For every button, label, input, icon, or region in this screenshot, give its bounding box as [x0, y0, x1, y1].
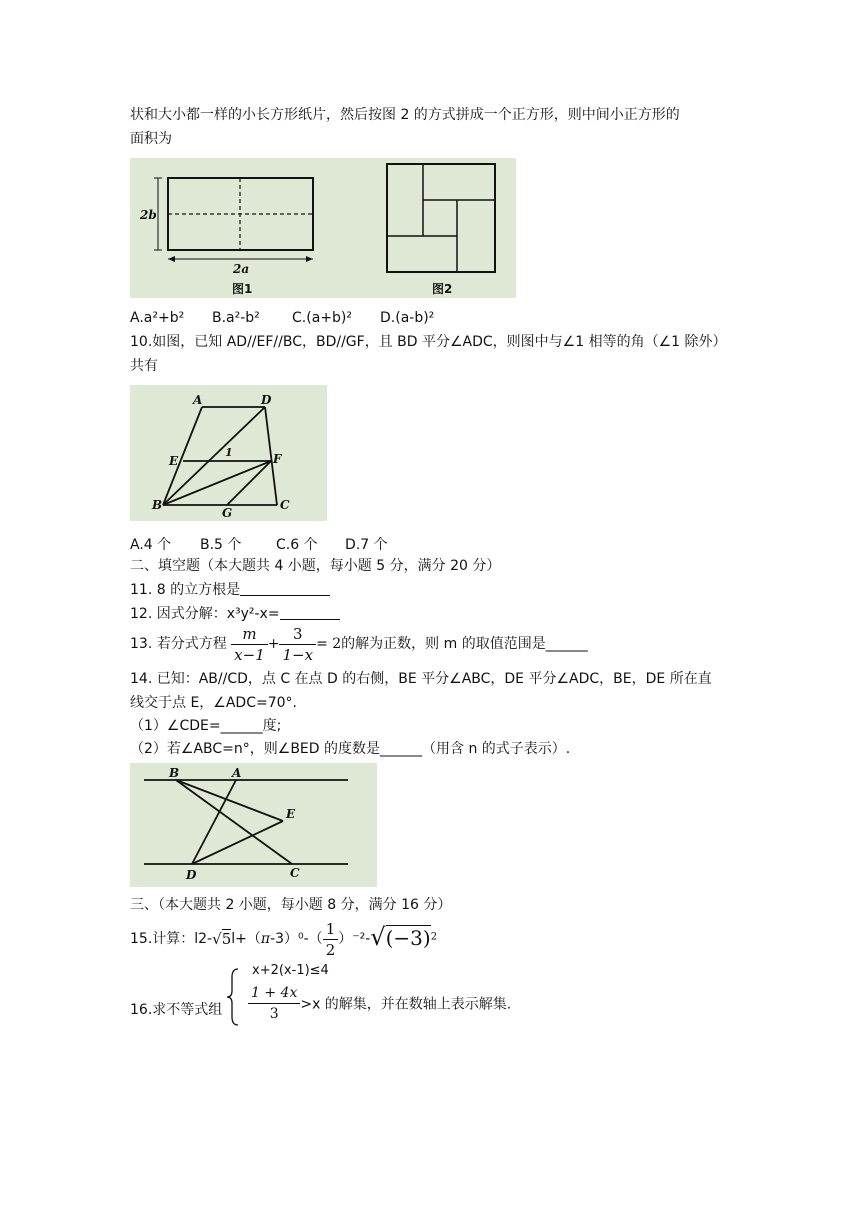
- ineq2-denominator: 3: [269, 1006, 279, 1022]
- ineq2-numerator: 1 + 4x: [248, 983, 300, 1004]
- q15-mid3: ）⁻²-: [338, 931, 371, 947]
- q10-option-d: D.7 个: [345, 537, 388, 553]
- dim-width-label: 2a: [233, 262, 250, 276]
- q13-fraction-2: [279, 624, 316, 665]
- sqrt-radicand: (−3): [385, 926, 431, 950]
- q9-option-d: D.(a-b)²: [380, 310, 435, 326]
- q9-options: [130, 308, 434, 328]
- q11-text: 11. 8 的立方根是: [130, 582, 241, 598]
- frac2-denominator: 1−x: [282, 645, 314, 664]
- q15-pi: π: [260, 931, 271, 947]
- frac2-numerator: 3: [279, 624, 316, 645]
- sqrt5: √5: [212, 930, 232, 948]
- q9-figure: [130, 158, 516, 298]
- label-angle-1: 1: [225, 446, 233, 459]
- q12-answer-blank[interactable]: [280, 605, 340, 620]
- q14-figure: [130, 763, 377, 887]
- q15: [130, 916, 437, 962]
- q11: [130, 580, 330, 600]
- q10-option-c: C.6 个: [276, 537, 318, 553]
- label-b: B: [169, 766, 180, 780]
- frac1-numerator: m: [231, 624, 268, 645]
- q11-answer-blank[interactable]: [240, 581, 330, 596]
- section2-heading: 二、填空题（本大题共 4 小题，每小题 5 分，满分 20 分）: [130, 558, 501, 574]
- q12-text: 12. 因式分解：x³y²-x=: [130, 606, 280, 622]
- q13-suffix: 的解为正数，则 m 的取值范围是______: [341, 636, 588, 652]
- q9-option-a: A.a²+b²: [130, 310, 185, 326]
- q16-tail: >x 的解集，并在数轴上表示解集.: [300, 996, 512, 1013]
- q15-half: [323, 919, 339, 960]
- q12: [130, 604, 340, 624]
- q16-inequality-1: x+2(x-1)≤4: [252, 963, 329, 978]
- q14-part1: （1）∠CDE=______度;: [130, 718, 282, 734]
- half-denominator: 2: [325, 940, 336, 959]
- q13-fraction-1: [231, 624, 268, 665]
- fig2-caption: 图2: [432, 282, 453, 296]
- label-c: C: [280, 498, 290, 512]
- label-b: B: [152, 498, 163, 512]
- sqrt-exponent: 2: [430, 931, 438, 943]
- half-numerator: 1: [323, 919, 339, 940]
- sqrt-neg3-squared: $√(-3)^2$: [370, 923, 438, 951]
- label-e: E: [169, 454, 179, 468]
- q10-option-b: B.5 个: [200, 537, 242, 553]
- label-a: A: [232, 766, 242, 780]
- q16-prefix: 16.求不等式组: [130, 1002, 223, 1018]
- q9-option-b: B.a²-b²: [212, 310, 260, 326]
- label-f: F: [273, 452, 282, 466]
- left-brace-icon: [226, 967, 240, 1027]
- q15-mid1: l+（: [231, 931, 261, 947]
- q10-stem-line1: 10.如图，已知 AD//EF//BC，BD//GF，且 BD 平分∠ADC，则图中与∠1 相等的角（∠1 除外）: [130, 334, 727, 350]
- q16-inequality-2: [248, 983, 511, 1024]
- section3-heading: 三、（本大题共 2 小题，每小题 8 分，满分 16 分）: [130, 897, 452, 913]
- q9-option-c: C.(a+b)²: [292, 310, 352, 326]
- q10-stem-line2: 共有: [130, 358, 158, 374]
- fig1-caption: 图1: [232, 282, 253, 296]
- q14-part2: （2）若∠ABC=n°，则∠BED 的度数是______（用含 n 的式子表示）.: [130, 741, 571, 757]
- q14-line1: 14. 已知：AB//CD，点 C 在点 D 的右侧，BE 平分∠ABC，DE 平分∠ADC，BE，DE 所在直: [130, 671, 712, 687]
- q15-mid2: -3）⁰-（: [270, 931, 323, 947]
- label-e: E: [286, 807, 296, 821]
- label-g: G: [222, 506, 233, 520]
- q10-options: [130, 535, 388, 555]
- q14-line2: 线交于点 E，∠ADC=70°.: [130, 695, 297, 711]
- q9-stem-line1: 状和大小都一样的小长方形纸片，然后按图 2 的方式拼成一个正方形，则中间小正方形的: [130, 107, 680, 123]
- label-d: D: [186, 868, 197, 882]
- q13-equals: = 2: [316, 636, 342, 652]
- q16-fraction: [248, 983, 300, 1024]
- dim-height-label: 2b: [140, 208, 157, 222]
- q16: [130, 963, 630, 1031]
- frac1-denominator: x−1: [234, 645, 265, 664]
- label-d: D: [261, 393, 272, 407]
- q13-prefix: 13. 若分式方程: [130, 636, 227, 652]
- label-a: A: [193, 393, 203, 407]
- q13: [130, 623, 588, 665]
- q13-plus: +: [267, 636, 280, 652]
- q9-stem-line2: 面积为: [130, 131, 172, 147]
- label-c: C: [290, 866, 300, 880]
- q10-option-a: A.4 个: [130, 537, 172, 553]
- sqrt5-radicand: 5: [221, 930, 232, 948]
- q15-prefix: 15.计算：l2-: [130, 931, 213, 947]
- q10-figure: [130, 385, 327, 521]
